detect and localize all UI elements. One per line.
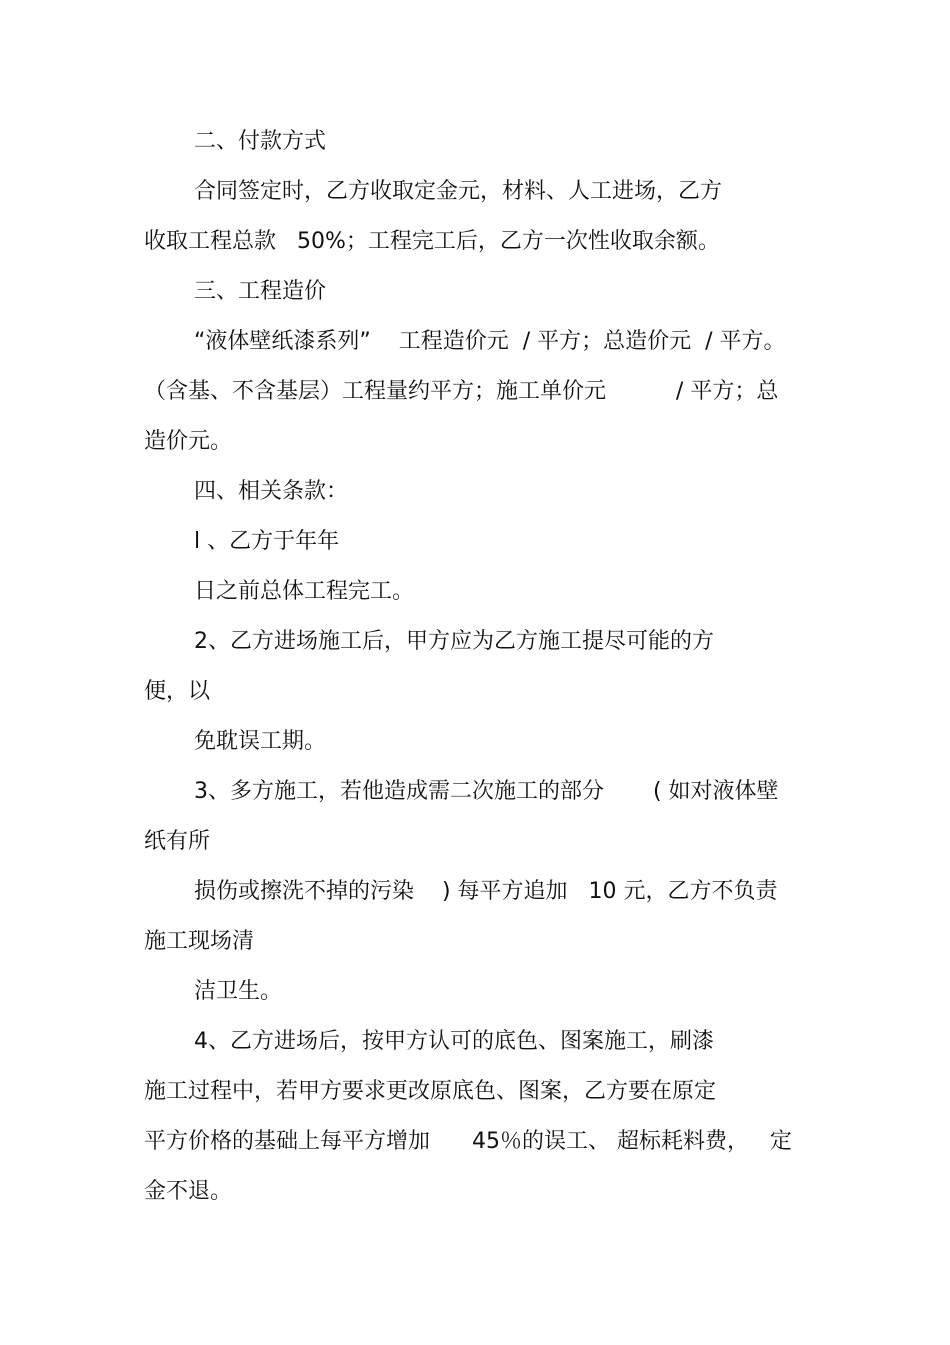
clause-line: 损伤或擦洗不掉的污染 ) 每平方追加 10 元，乙方不负责 <box>194 879 778 904</box>
clause-line: 4、乙方进场后，按甲方认可的底色、图案施工，刷漆 <box>194 1029 714 1054</box>
paragraph-line: “液体壁纸漆系列” 工程造价元 / 平方；总造价元 / 平方。 <box>194 329 786 354</box>
clause-line: 洁卫生。 <box>194 979 283 1004</box>
paragraph-line: 收取工程总款 50%；工程完工后，乙方一次性收取余额。 <box>144 229 720 254</box>
paragraph-line: 造价元。 <box>144 429 233 454</box>
section-heading-cost: 三、工程造价 <box>194 279 327 304</box>
clause-line: 免耽误工期。 <box>194 729 327 754</box>
clause-line: 施工现场清 <box>144 929 255 954</box>
clause-line: 便，以 <box>144 679 211 704</box>
clause-line: 日之前总体工程完工。 <box>194 579 415 604</box>
clause-line: 3、多方施工，若他造成需二次施工的部分 ( 如对液体壁 <box>194 779 779 804</box>
clause-line: 平方价格的基础上每平方增加 45％的误工、 超标耗料费， 定 <box>144 1129 792 1154</box>
clause-line: 金不退。 <box>144 1179 233 1204</box>
section-heading-terms: 四、相关条款： <box>194 479 349 504</box>
clause-line: 纸有所 <box>144 829 211 854</box>
section-heading-payment: 二、付款方式 <box>194 129 327 154</box>
clause-line: l 、乙方于年年 <box>194 529 340 554</box>
clause-line: 施工过程中，若甲方要求更改原底色、图案，乙方要在原定 <box>144 1079 717 1104</box>
paragraph-line: 合同签定时，乙方收取定金元，材料、人工进场，乙方 <box>194 179 723 204</box>
clause-line: 2、乙方进场施工后，甲方应为乙方施工提尽可能的方 <box>194 629 714 654</box>
paragraph-line: （含基、不含基层）工程量约平方；施工单价元 / 平方；总 <box>144 379 779 404</box>
